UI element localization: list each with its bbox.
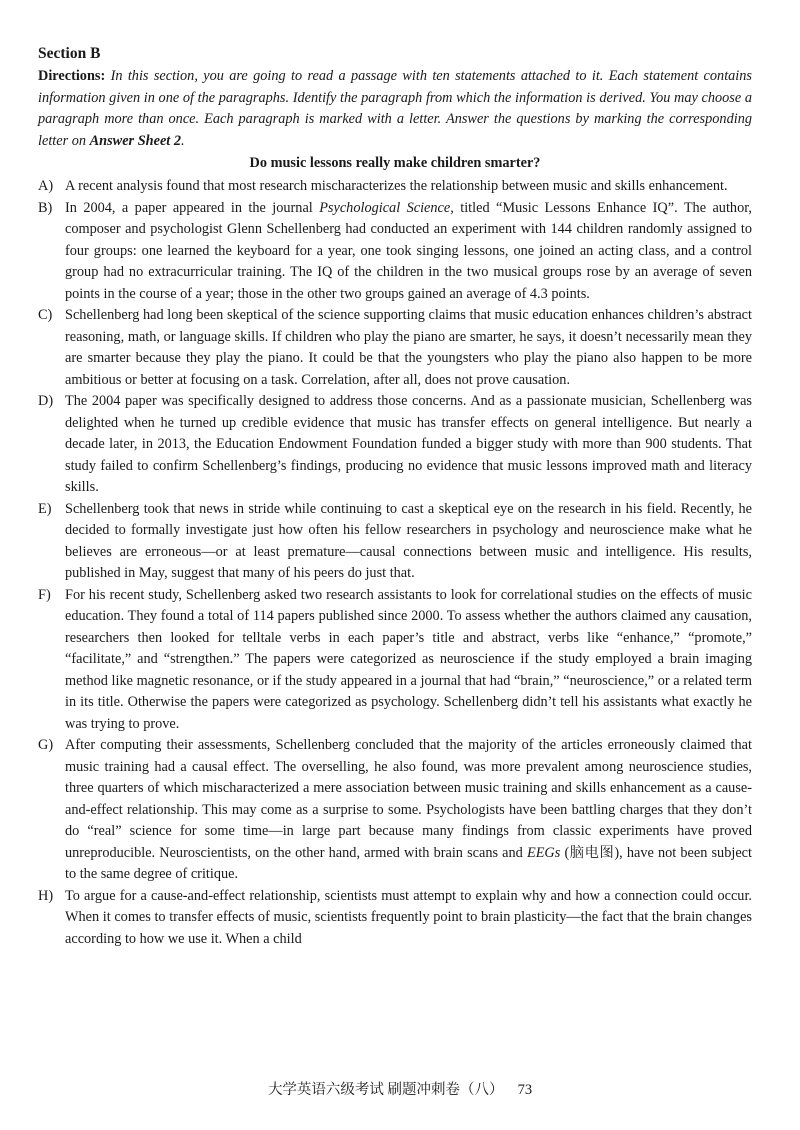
- paragraph-text: To argue for a cause-and-effect relationship, scientists must attempt to explain why and how a connection could occur. When it comes to transfer effects of music, scientists frequently point to brain plasticity—the fact that the brain changes according to how we use it. When a child: [65, 887, 752, 947]
- paragraph-text: The 2004 paper was specifically designed to address those concerns. And as a passionate musician, Schellenberg was delighted when he turned up credible evidence that music has transfer effects on general intelligence. But nearly a decade later, in 2013, the Education Endowment Foundation funded a bigger study with more than 900 students. That study failed to confirm Schellenberg’s findings, producing no evidence that music lessons improved math and literacy skills.: [65, 393, 752, 495]
- paragraph-f: [38, 585, 752, 736]
- footer-title: 大学英语六级考试 刷题冲刺卷（八）: [267, 1082, 504, 1098]
- paragraph-a: [38, 176, 752, 198]
- paragraph-letter: B): [38, 199, 53, 216]
- paragraph-e: [38, 499, 752, 585]
- paragraph-b: [38, 198, 752, 306]
- paragraph-text: Schellenberg had long been skeptical of the science supporting claims that music education enhances children’s abstract reasoning, math, or language skills. If children who play the piano are smarter, he says, it doesn’t necessarily mean they are smarter because they play the piano. It could be that the youngsters who play the piano also happen to be more ambitious or better at focusing on a task. Correlation, after all, does not prove causation.: [65, 307, 752, 388]
- paragraph-g: [38, 735, 752, 886]
- paragraph-text-part: After computing their assessments, Schellenberg concluded that the majority of the articles erroneously claimed that music training had a causal effect. The overselling, he also found, was more prevalent among neuroscience studies, three quarters of which mischaracterized a mere association between music training and skills enhancement as a cause-and-effect relationship. This may come as a surprise to some. Psychologists have been battling charges that they don’t do “real” science for some time—in large part because many findings from classic experiments have proved unreproducible. Neuroscientists, on the other hand, armed with brain scans and: [65, 737, 752, 861]
- paragraph-letter: C): [38, 307, 53, 323]
- paragraph-text: [65, 735, 752, 886]
- directions: [38, 66, 752, 152]
- directions-text: In this section, you are going to read a passage with ten statements attached to it. Each statement contains information given in one of the paragraphs. Identify the paragraph from which the information is derived. You may choose a paragraph more than once. Each paragraph is marked with a letter. Answer the questions by marking the corresponding letter on: [38, 68, 752, 149]
- paragraph-text-part: In 2004, a paper appeared in the journal: [65, 199, 320, 216]
- paragraph-h: [38, 886, 752, 951]
- directions-label: Directions:: [38, 68, 106, 84]
- paragraph-letter: E): [38, 500, 52, 517]
- paragraph-letter: G): [38, 737, 54, 753]
- paragraph-letter: H): [38, 887, 54, 904]
- paragraph-text: Schellenberg took that news in stride while continuing to cast a skeptical eye on the research in his field. Recently, he decided to formally investigate just how often his fellow researchers in psychology and neuroscience make what he believes are erroneous—or at least premature—causal connections between music and intelligence. His results, published in May, suggest that many of his peers do just that.: [65, 500, 752, 581]
- paragraph-letter: F): [38, 586, 51, 603]
- paragraph-c: [38, 305, 752, 391]
- journal-name: Psychological Science: [319, 199, 451, 216]
- passage-title: Do music lessons really make children smarter?: [249, 155, 541, 171]
- answer-sheet-reference: Answer Sheet 2: [89, 132, 181, 149]
- paragraph-text-part: (脑电图), have not been subject to the same degree of critique.: [65, 844, 752, 882]
- paragraph-text-part: , titled “Music Lessons Enhance IQ”. The author, composer and psychologist Glenn Schellenberg had conducted an experiment with 144 children randomly assigned to four groups: one learned the keyboard for a year, one took singing lessons, one joined an acting class, and a control group had no extracurricular training. The IQ of the children in the two musical groups rose by an average of seven points in the course of a year; those in the other two groups gained an average of 4.3 points.: [65, 199, 752, 302]
- page-footer: [0, 1080, 800, 1100]
- section-title: Section B: [38, 45, 101, 62]
- paragraph-letter: D): [38, 393, 54, 409]
- paragraph-d: [38, 391, 752, 499]
- exam-page: [38, 44, 752, 950]
- paragraph-letter: A): [38, 178, 54, 194]
- eegs-term: EEGs: [526, 844, 561, 861]
- paragraph-text: For his recent study, Schellenberg asked two research assistants to look for correlational studies on the effects of music education. They found a total of 114 papers published since 2000. To assess whether the authors claimed any causation, researchers then looked for telltale verbs in each paper’s title and abstract, verbs like “enhance,” “promote,” “facilitate,” and “strengthen.” The papers were categorized as neuroscience if the study employed a brain imaging method like magnetic resonance, or if the study appeared in a journal that had “brain,” “neuroscience,” or a related term in its title. Otherwise the papers were categorized as psychology. Schellenberg didn’t tell his assistants what exactly he was trying to prove.: [65, 586, 752, 732]
- directions-end: .: [180, 132, 185, 149]
- page-number: 73: [517, 1082, 533, 1098]
- paragraph-text: A recent analysis found that most research mischaracterizes the relationship between music and skills enhancement.: [65, 178, 728, 194]
- paragraph-text: [65, 198, 752, 306]
